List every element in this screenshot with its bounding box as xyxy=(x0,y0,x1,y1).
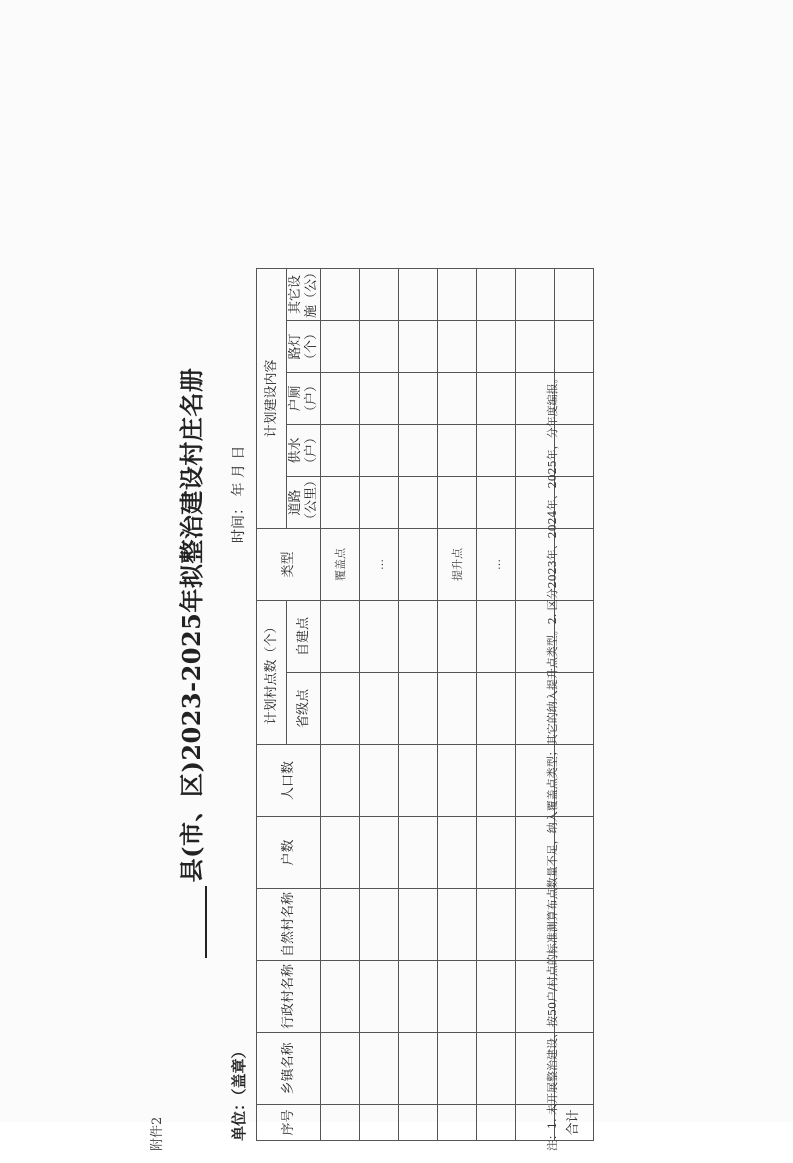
header-population: 人口数 xyxy=(257,745,321,817)
type-cell: … xyxy=(477,528,516,600)
cell xyxy=(477,1033,516,1105)
header-toilet: 户厕（户） xyxy=(287,372,321,424)
unit-label: 单位：（盖章） xyxy=(230,1043,248,1141)
cell xyxy=(438,424,477,476)
cell xyxy=(477,889,516,961)
table-row xyxy=(477,268,516,1140)
header-water: 供水（户） xyxy=(287,424,321,476)
cell xyxy=(360,1105,399,1141)
table-row xyxy=(360,268,399,1140)
header-other: 其它设施（公） xyxy=(287,268,321,320)
cell xyxy=(360,889,399,961)
table-row xyxy=(321,268,360,1140)
cell xyxy=(399,745,438,817)
cell xyxy=(321,673,360,745)
cell xyxy=(399,961,438,1033)
annex-label: 附件2 xyxy=(150,1116,165,1151)
header-admin-village: 行政村名称 xyxy=(257,961,321,1033)
cell xyxy=(321,889,360,961)
cell xyxy=(360,372,399,424)
time-label: 时间： 年 月 日 xyxy=(231,445,247,543)
cell xyxy=(477,476,516,528)
title-blank-line xyxy=(181,886,207,958)
cell xyxy=(438,673,477,745)
cell xyxy=(399,1105,438,1141)
cell xyxy=(399,476,438,528)
cell xyxy=(438,320,477,372)
cell xyxy=(321,268,360,320)
cell xyxy=(321,476,360,528)
cell xyxy=(438,476,477,528)
cell xyxy=(477,268,516,320)
cell xyxy=(360,320,399,372)
cell xyxy=(399,889,438,961)
cell xyxy=(399,268,438,320)
cell xyxy=(321,372,360,424)
header-provincial-point: 省级点 xyxy=(287,673,321,745)
type-cell: … xyxy=(360,528,399,600)
title-text: 县(市、区)2023-2025年拟整治建设村庄名册 xyxy=(177,367,206,883)
cell xyxy=(360,600,399,672)
cell xyxy=(438,961,477,1033)
cell xyxy=(399,372,438,424)
header-road: 道路（公里） xyxy=(287,476,321,528)
cell xyxy=(438,268,477,320)
cell xyxy=(321,1105,360,1141)
header-self-built-point: 自建点 xyxy=(287,600,321,672)
cell xyxy=(360,817,399,889)
table-row xyxy=(438,268,477,1140)
cell xyxy=(438,1105,477,1141)
cell xyxy=(438,745,477,817)
type-cell: 提升点 xyxy=(438,528,477,600)
cell xyxy=(360,476,399,528)
header-lights: 路灯（个） xyxy=(287,320,321,372)
cell xyxy=(360,961,399,1033)
header-plan-content: 计划建设内容 xyxy=(257,268,287,528)
rotated-sheet xyxy=(146,265,586,1163)
cell xyxy=(477,817,516,889)
header-type: 类型 xyxy=(257,528,321,600)
header-township: 乡镇名称 xyxy=(257,1033,321,1105)
cell xyxy=(399,600,438,672)
cell xyxy=(438,1033,477,1105)
cell xyxy=(438,817,477,889)
cell xyxy=(399,320,438,372)
cell xyxy=(360,268,399,320)
header-planned-points: 计划村点数（个） xyxy=(257,600,287,744)
header-natural-village: 自然村名称 xyxy=(257,889,321,961)
cell xyxy=(399,817,438,889)
cell xyxy=(477,372,516,424)
cell xyxy=(477,600,516,672)
cell xyxy=(360,673,399,745)
cell xyxy=(477,1105,516,1141)
cell xyxy=(399,424,438,476)
cell xyxy=(399,1033,438,1105)
header-seq: 序号 xyxy=(257,1105,321,1141)
cell xyxy=(321,745,360,817)
cell xyxy=(321,320,360,372)
type-cell: 覆盖点 xyxy=(321,528,360,600)
cell xyxy=(321,1033,360,1105)
cell xyxy=(477,424,516,476)
footnote: 注：1. 未开展整治建设、按50户/村点的标准测算布点数量不足，纳入覆盖点类型；其它的纳入提升点类型。2. 区分2023年、2024年、2025年，分年度编报。 xyxy=(546,372,559,1151)
cell xyxy=(477,320,516,372)
document-title xyxy=(172,313,207,1013)
cell xyxy=(399,673,438,745)
cell xyxy=(360,745,399,817)
total-label: 合计 xyxy=(555,1105,594,1141)
cell xyxy=(360,424,399,476)
table-row xyxy=(399,268,438,1140)
cell xyxy=(477,961,516,1033)
cell xyxy=(321,961,360,1033)
cell xyxy=(438,889,477,961)
cell xyxy=(438,600,477,672)
cell xyxy=(477,745,516,817)
cell xyxy=(321,817,360,889)
cell xyxy=(438,372,477,424)
header-households: 户数 xyxy=(257,817,321,889)
cell xyxy=(477,673,516,745)
cell xyxy=(321,600,360,672)
cell xyxy=(321,424,360,476)
type-cell xyxy=(399,528,438,600)
cell xyxy=(360,1033,399,1105)
